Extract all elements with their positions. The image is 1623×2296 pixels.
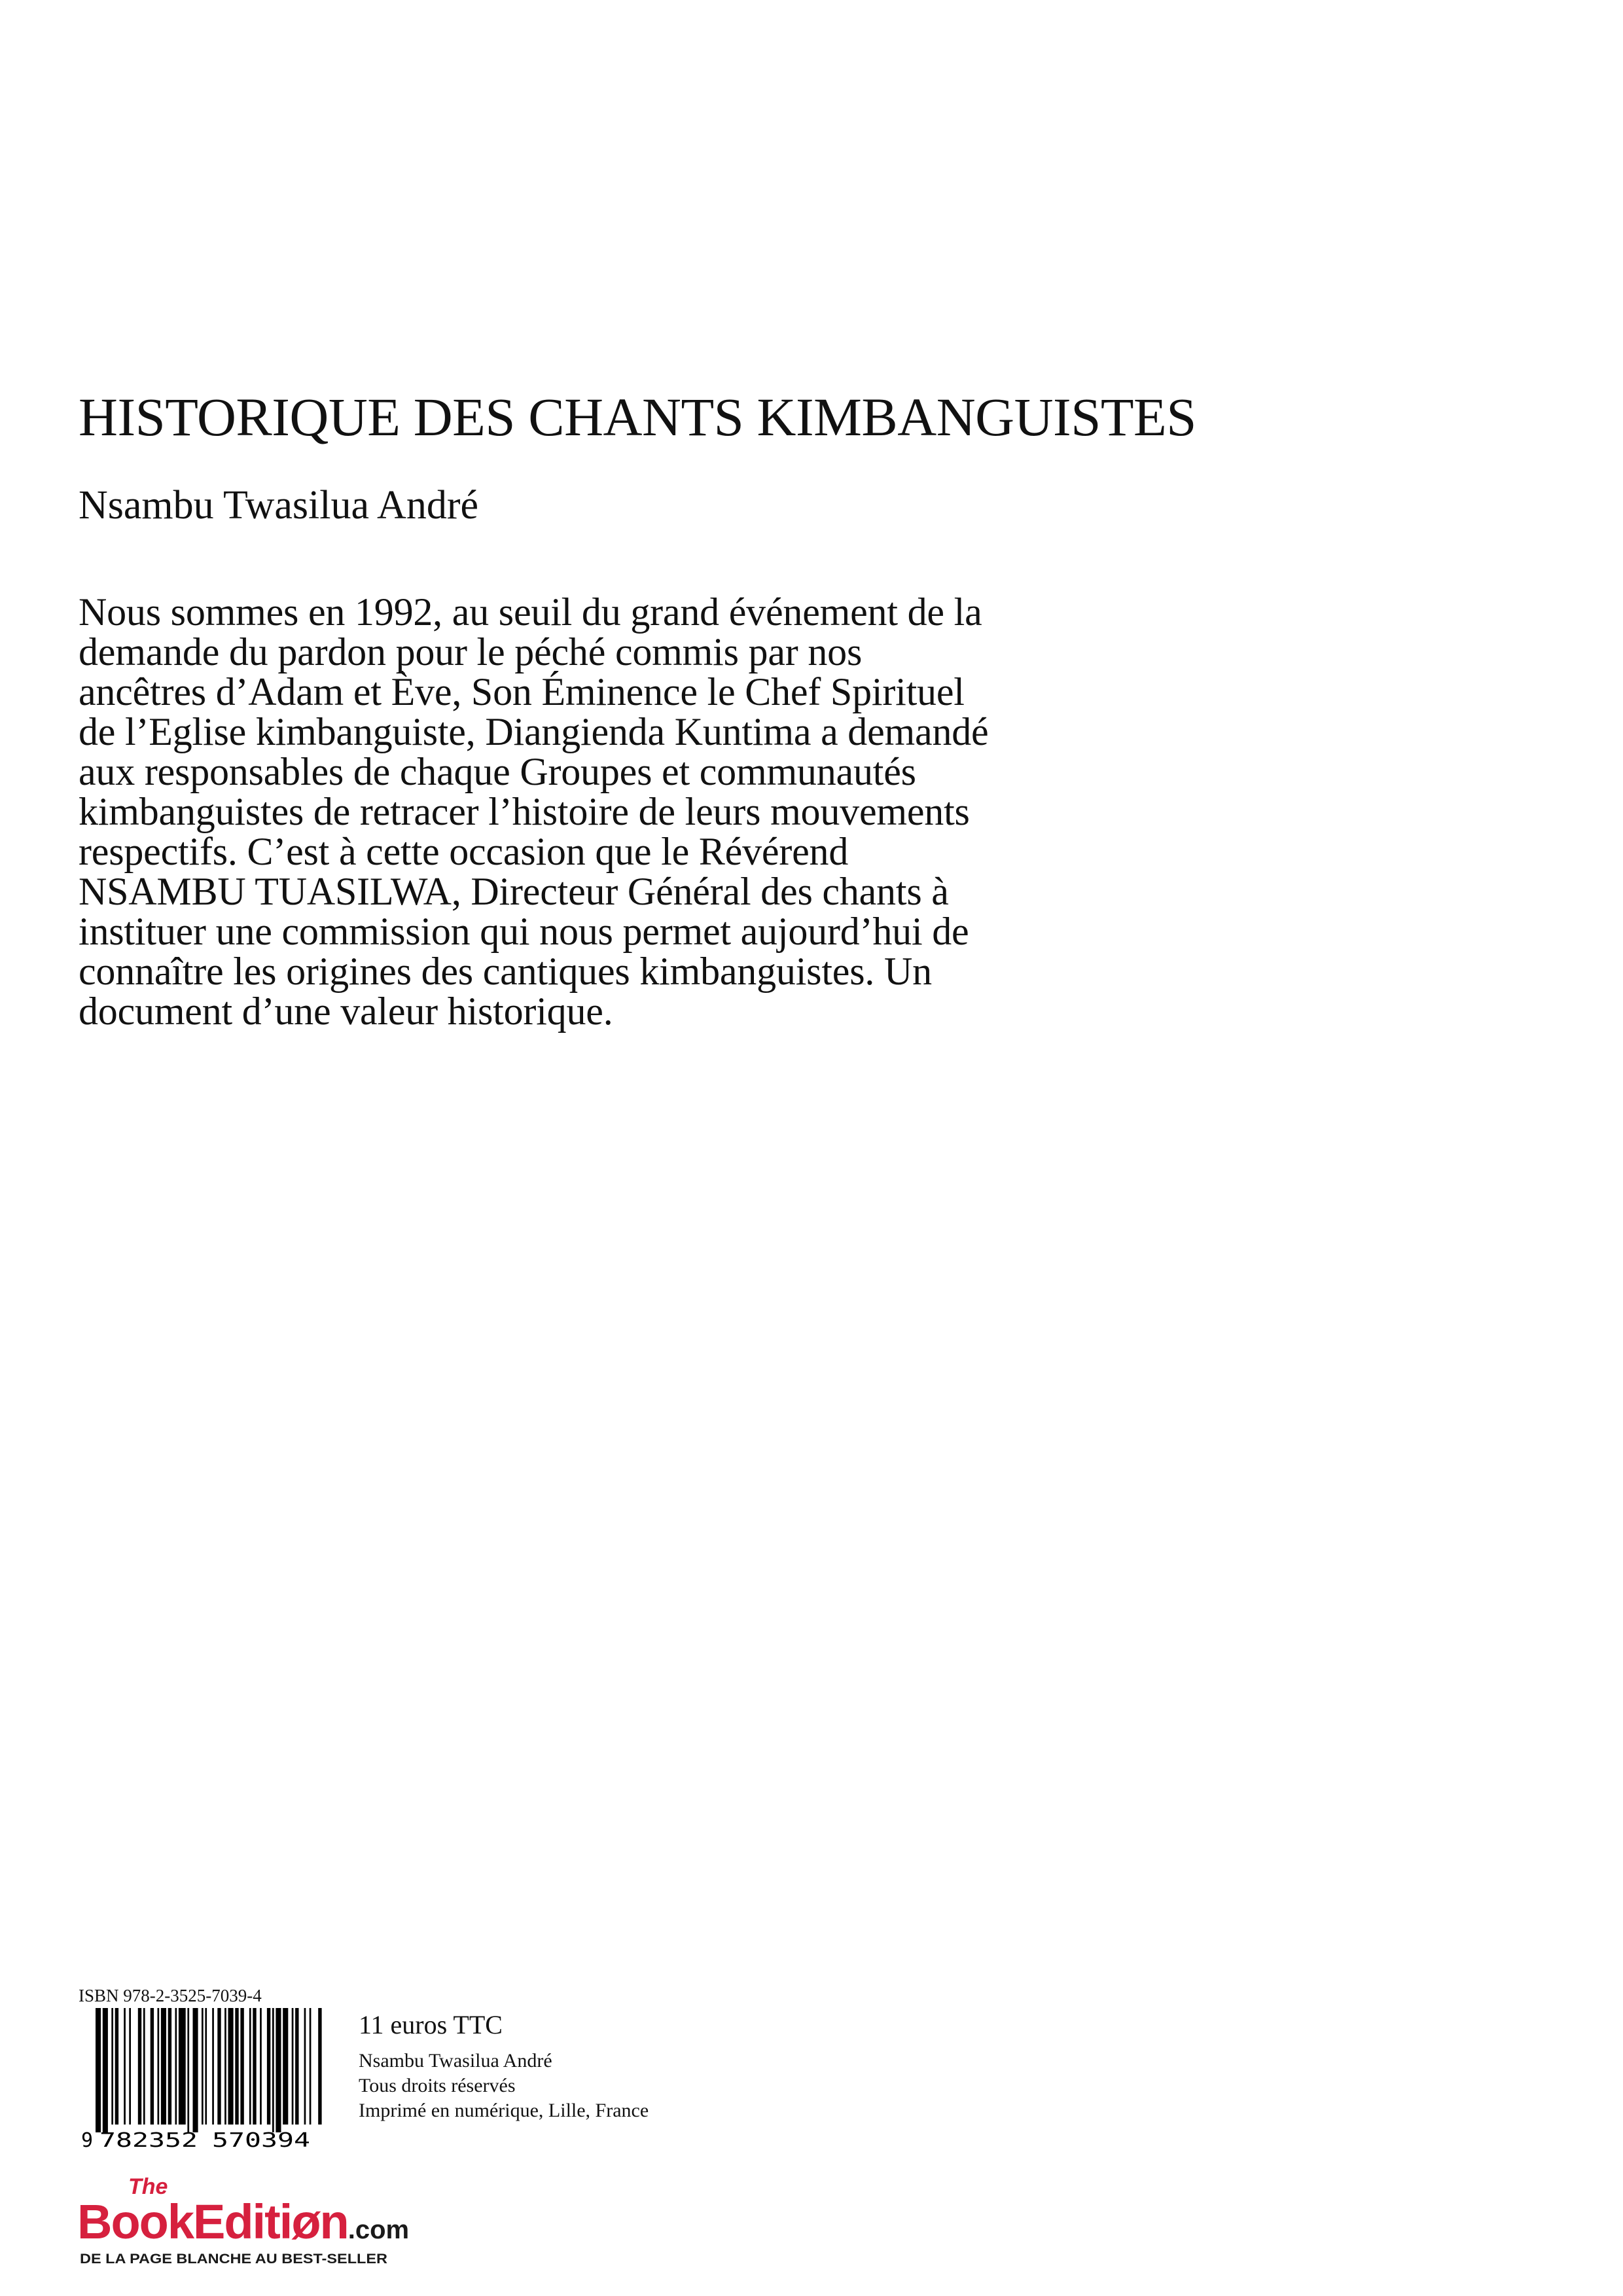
book-synopsis xyxy=(79,592,1270,1031)
synopsis-line: ancêtres d’Adam et Ève, Son Éminence le Chef Spirituel xyxy=(79,670,965,713)
price-label: 11 euros TTC xyxy=(359,2010,503,2039)
barcode-bar xyxy=(318,2008,321,2125)
barcode-digits-right: 570394 xyxy=(212,2129,310,2151)
logo-o-mark: ø xyxy=(291,2195,320,2249)
barcode-bar xyxy=(161,2008,166,2125)
barcode-bar xyxy=(240,2008,243,2125)
barcode-bar xyxy=(292,2008,294,2125)
synopsis-line: instituer une commission qui nous permet aujourd’hui de xyxy=(79,910,969,953)
barcode-bar xyxy=(267,2008,270,2125)
barcode-bar xyxy=(205,2008,207,2125)
barcode-bar xyxy=(179,2008,186,2125)
logo-name-part2: n xyxy=(319,2195,348,2249)
book-author: Nsambu Twasilua André xyxy=(79,483,478,528)
publisher-logo xyxy=(77,2172,470,2270)
synopsis-line: document d’une valeur historique. xyxy=(79,990,613,1033)
book-title: HISTORIQUE DES CHANTS KIMBANGUISTES xyxy=(79,387,1196,447)
synopsis-line: de l’Eglise kimbanguiste, Diangienda Kuntima a demandé xyxy=(79,710,989,753)
barcode-bar xyxy=(276,2008,281,2132)
synopsis-line: aux responsables de chaque Groupes et communautés xyxy=(79,750,916,793)
barcode-bar xyxy=(253,2008,256,2125)
barcode-bar xyxy=(193,2008,198,2132)
svg-text:BookEditiøn.com xyxy=(77,2195,409,2249)
isbn-label: ISBN 978-2-3525-7039-4 xyxy=(79,1986,262,2005)
barcode-bar xyxy=(103,2008,108,2132)
imprint-block xyxy=(359,2049,649,2123)
barcode-bar xyxy=(175,2008,177,2125)
barcode-bar xyxy=(187,2008,189,2132)
barcode-bar xyxy=(96,2008,101,2132)
barcode-bar xyxy=(168,2008,171,2125)
barcode-bar xyxy=(235,2008,238,2125)
logo-tagline: DE LA PAGE BLANCHE AU BEST-SELLER xyxy=(80,2251,387,2267)
synopsis-line: connaître les origines des cantiques kimbanguistes. Un xyxy=(79,950,932,993)
synopsis-line: Nous sommes en 1992, au seuil du grand événement de la xyxy=(79,590,982,634)
barcode-bar xyxy=(212,2008,214,2125)
synopsis-line: kimbanguistes de retracer l’histoire de leurs mouvements xyxy=(79,790,970,833)
barcode-bar xyxy=(111,2008,113,2125)
barcode-bar xyxy=(272,2008,274,2132)
barcode-bar xyxy=(202,2008,204,2125)
logo-name-part1: BookEditi xyxy=(77,2195,292,2249)
barcode-bar xyxy=(129,2008,131,2125)
imprint-rights: Tous droits réservés xyxy=(359,2075,516,2096)
barcode-digits-left: 782352 xyxy=(99,2129,198,2151)
barcode-bar xyxy=(228,2008,234,2125)
barcode-bar xyxy=(283,2008,288,2125)
logo-suffix: .com xyxy=(348,2215,410,2244)
barcode-bar xyxy=(115,2008,118,2125)
synopsis-line: demande du pardon pour le péché commis par nos xyxy=(79,630,863,673)
barcode-bar xyxy=(295,2008,298,2125)
synopsis-line: NSAMBU TUASILWA, Directeur Général des chants à xyxy=(79,870,949,913)
barcode-digit-first: 9 xyxy=(81,2129,94,2151)
barcode-bar xyxy=(151,2008,154,2125)
barcode-bar xyxy=(158,2008,160,2125)
imprint-printed: Imprimé en numérique, Lille, France xyxy=(359,2100,649,2121)
isbn-barcode xyxy=(77,2008,326,2151)
barcode-bar xyxy=(217,2008,221,2125)
barcode-bar xyxy=(138,2008,141,2125)
barcode-bar xyxy=(249,2008,251,2125)
barcode-bar xyxy=(224,2008,226,2125)
logo-the: The xyxy=(128,2174,168,2199)
barcode-bar xyxy=(260,2008,262,2125)
barcode-bar xyxy=(124,2008,126,2125)
synopsis-line: respectifs. C’est à cette occasion que le Révérend xyxy=(79,830,849,873)
barcode-bar xyxy=(143,2008,145,2125)
barcode-bar xyxy=(310,2008,312,2125)
imprint-author: Nsambu Twasilua André xyxy=(359,2050,552,2072)
barcode-bar xyxy=(304,2008,306,2125)
